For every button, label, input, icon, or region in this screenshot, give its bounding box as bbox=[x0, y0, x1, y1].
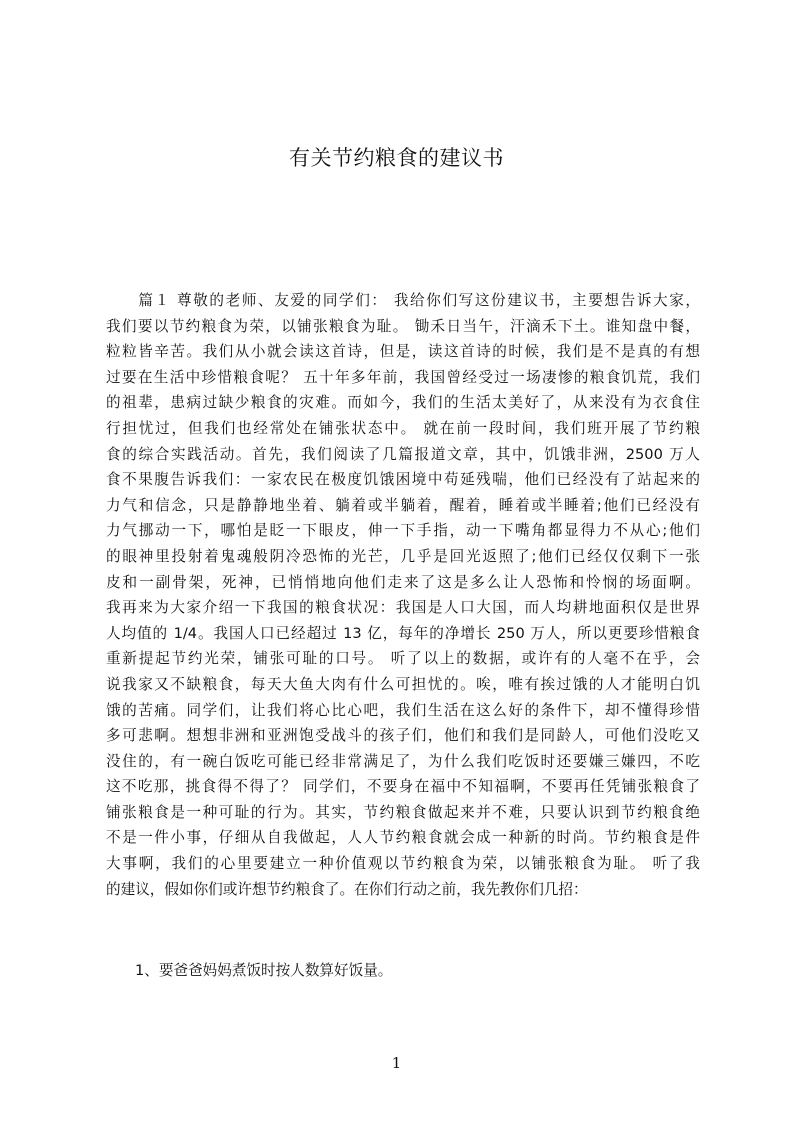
body-line: 行担忧过，但我们也经常处在铺张状态中。 就在前一段时间，我们班开展了节约粮 bbox=[106, 419, 700, 437]
body-line: 没住的，有一碗白饭吃可能已经非常满足了，为什么我们吃饭时还要嫌三嫌四，不吃 bbox=[106, 752, 700, 770]
body-line: 大事啊，我们的心里要建立一种价值观以节约粮食为荣，以铺张粮食为耻。 听了我 bbox=[106, 855, 700, 873]
document-title: 有关节约粮食的建议书 bbox=[289, 146, 504, 170]
body-line: 食不果腹告诉我们：一家农民在极度饥饿困境中苟延残喘，他们已经没有了站起来的 bbox=[106, 471, 700, 489]
body-line: 我再来为大家介绍一下我国的粮食状况：我国是人口大国，而人均耕地面积仅是世界 bbox=[106, 599, 700, 617]
body-line: 饿的苦痛。同学们，让我们将心比心吧，我们生活在这么好的条件下，却不懂得珍惜 bbox=[106, 701, 700, 719]
body-line: 重新提起节约光荣，铺张可耻的口号。 听了以上的数据，或许有的人毫不在乎，会 bbox=[106, 650, 700, 668]
body-line: 多可悲啊。想想非洲和亚洲饱受战斗的孩子们，他们和我们是同龄人，可他们没吃又 bbox=[106, 727, 700, 745]
body-line: 人均值的 1/4。我国人口已经超过 13 亿，每年的净增长 250 万人，所以更要珍惜粮食 bbox=[106, 624, 700, 642]
body-line: 的祖辈，患病过缺少粮食的灾难。而如今，我们的生活太美好了，从来没有为衣食住 bbox=[106, 394, 700, 412]
body-line: 不是一件小事，仔细从自我做起，人人节约粮食就会成一种新的时尚。节约粮食是件 bbox=[106, 829, 700, 847]
page-number: 1 bbox=[391, 1054, 402, 1072]
body-line: 力气和信念，只是静静地坐着、躺着或半躺着，醒着，睡着或半睡着;他们已经没有 bbox=[106, 496, 700, 514]
body-line: 食的综合实践活动。首先，我们阅读了几篇报道文章，其中，饥饿非洲，2500 万人 bbox=[106, 445, 700, 463]
body-line: 我们要以节约粮食为荣，以铺张粮食为耻。 锄禾日当午，汗滴禾下土。谁知盘中餐， bbox=[106, 317, 700, 335]
body-line: 这不吃那，挑食得不得了？ 同学们，不要身在福中不知福啊，不要再任凭铺张粮食了 bbox=[106, 778, 700, 796]
body-line: 粒粒皆辛苦。我们从小就会读这首诗，但是，读这首诗的时候，我们是不是真的有想 bbox=[106, 343, 700, 361]
body-line: 皮和一副骨架，死神，已悄悄地向他们走来了这是多么让人恐怖和怜悯的场面啊。 bbox=[106, 573, 700, 591]
body-line: 的眼神里投射着鬼魂般阴冷恐怖的光芒，几乎是回光返照了;他们已经仅仅剩下一张 bbox=[106, 547, 700, 565]
body-line: 铺张粮食是一种可耻的行为。其实，节约粮食做起来并不难，只要认识到节约粮食绝 bbox=[106, 803, 700, 821]
body-paragraph bbox=[106, 288, 700, 902]
body-line: 篇１ 尊敬的老师、友爱的同学们： 我给你们写这份建议书，主要想告诉大家， bbox=[106, 292, 700, 309]
body-line: 力气挪动一下，哪怕是眨一下眼皮，伸一下手指，动一下嘴角都显得力不从心;他们 bbox=[106, 522, 700, 540]
list-item: 1、要爸爸妈妈煮饭时按人数算好饭量。 bbox=[135, 962, 393, 979]
body-line: 过要在生活中珍惜粮食呢？ 五十年多年前，我国曾经受过一场凄惨的粮食饥荒，我们 bbox=[106, 368, 700, 386]
body-line: 的建议，假如你们或许想节约粮食了。在你们行动之前，我先教你们几招： bbox=[106, 880, 588, 898]
body-line: 说我家又不缺粮食，每天大鱼大肉有什么可担忧的。唉，唯有挨过饿的人才能明白饥 bbox=[106, 675, 700, 693]
